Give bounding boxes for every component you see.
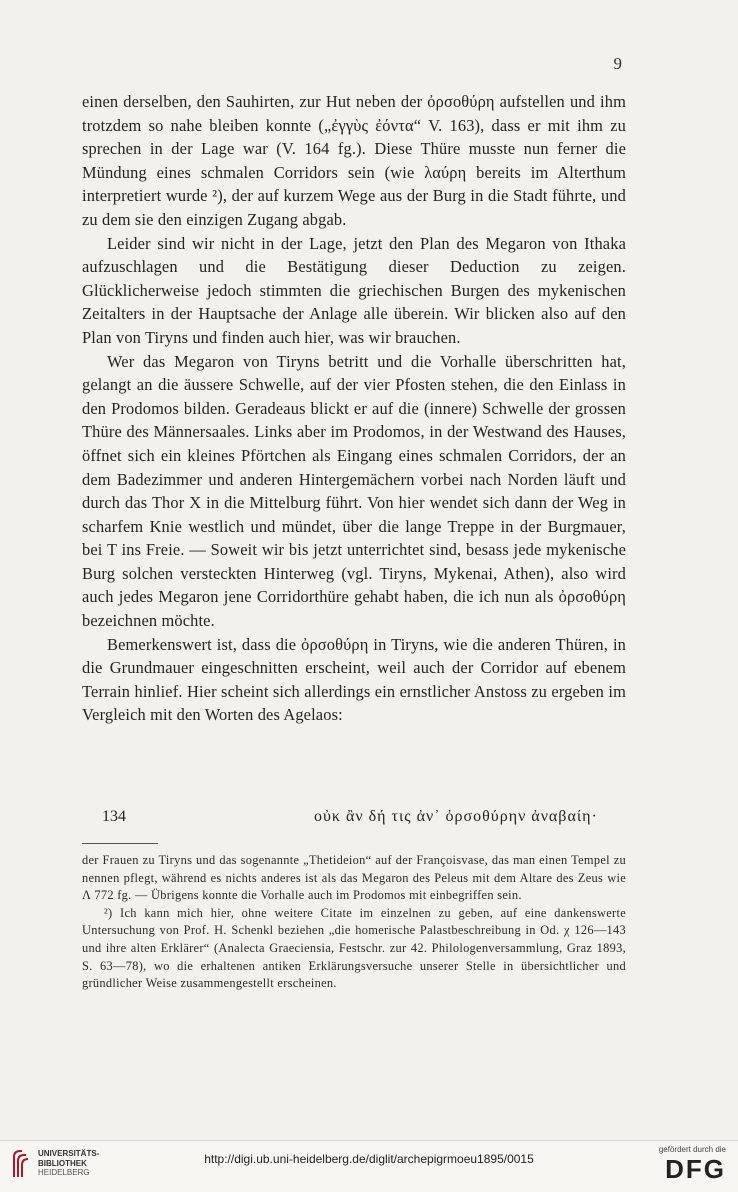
- library-line-3: HEIDELBERG: [38, 1168, 90, 1177]
- library-line-2: BIBLIOTHEK: [38, 1158, 87, 1168]
- main-text: [82, 90, 626, 727]
- paragraph-3: Wer das Megaron von Tiryns betritt und die Vorhalle überschritten hat, gelangt an die äussere Schwelle, auf der vier Pfosten stehen, die den Einlass in den Prodomos bilden. Geradeaus blickt er auf die (innere) Schwelle der grossen Thüre des Männersaales. Links aber im Prodomos, in der Westwand des Hauses, öffnet sich ein kleines Pförtchen als Eingang eines schmalen Corridors, der an dem Badezimmer und anderen Hintergemächern vorbei nach Norden läuft und durch das Thor X in die Mittelburg führt. Von hier wendet sich dann der Weg in scharfem Knie westlich und mündet, über die lange Treppe in der Burgmauer, bei T ins Freie. — Soweit wir bis jetzt unterrichtet sind, besass jede mykenische Burg solchen versteckten Hinterweg (vgl. Tiryns, Mykenai, Athen), also wird auch jedes Megaron jene Corridorthüre gehabt haben, die ich nun als ὀρσοθύρη bezeichnen möchte.: [82, 351, 626, 631]
- verse-text: οὐκ ἂν δή τις ἀν᾽ ὀρσοθύρην ἀναβαίη·: [314, 808, 598, 825]
- dfg-logo: DFG: [665, 1154, 726, 1184]
- footer-bar: [0, 1140, 738, 1192]
- footnote-continuation: der Frauen zu Tiryns und das sogenannte „Thetideion“ auf der Françoisvase, das man einen Tempel zu nennen pflegt, während es nichts anderes ist als das Megaron des Peleus mit dem Altare des Zeus wie Λ 772 fg. — Übrigens konnte die Vorhalle auch im Prodomos mit einbegriffen sein.: [82, 853, 626, 903]
- page-number: 9: [613, 54, 622, 73]
- library-line-1: UNIVERSITÄTS-: [38, 1149, 100, 1158]
- funded-by-label: gefördert durch die: [658, 1145, 726, 1154]
- funder-block: [630, 1145, 726, 1183]
- footnote-divider: [82, 843, 158, 844]
- footnote-2: ²) Ich kann mich hier, ohne weitere Citate im einzelnen zu geben, auf eine dankenswerte Untersuchung von Prof. H. Schenkl beziehen „die homerische Palastbeschreibung in Od. χ 126—143 und ihre alten Erklärer“ (Analecta Graeciensia, Festschr. zur 42. Philologenversammlung, Graz 1893, S. 63—78), wo die erhaltenen antiken Erklärungsversuche unserer Stelle in übersichtlicher und gründlicher Weise zusammengestellt erscheinen.: [82, 905, 626, 991]
- paragraph-2: Leider sind wir nicht in der Lage, jetzt den Plan des Megaron von Ithaka aufzuschlagen und die Bestätigung dieser Deduction zu zeigen. Glücklicherweise jedoch stimmten die griechischen Burgen des mykenischen Zeitalters in der Hauptsache der Anlage alle überein. Wir blicken also auf den Plan von Tiryns und finden auch hier, was wir brauchen.: [82, 233, 626, 347]
- permalink-url[interactable]: http://digi.ub.uni-heidelberg.de/diglit/archepigrmoeu1895/0015: [204, 1152, 534, 1166]
- verse-number: 134: [102, 808, 126, 825]
- footnotes: [82, 852, 626, 993]
- paragraph-4: Bemerkenswert ist, dass die ὀρσοθύρη in Tiryns, wie die anderen Thüren, in die Grundmauer eingeschnitten erscheint, weil auch der Corridor auf ebenem Terrain hinlief. Hier scheint sich allerdings ein ernstlicher Anstoss zu ergeben im Vergleich mit den Worten des Agelaos:: [82, 634, 626, 725]
- paragraph-1: einen derselben, den Sauhirten, zur Hut neben der ὀρσοθύρη aufstellen und ihm trotzdem so nahe bleiben konnte („ἐγγὺς ἐόντα“ V. 163), dass er mit ihm zu sprechen in der Lage war (V. 164 fg.). Diese Thüre musste nun ferner die Mündung eines schmalen Corridors sein (wie λαύρη bereits im Alterthum interpretiert wurde ²), der auf kurzem Wege aus der Burg in die Stadt führte, und zu dem sie den einzigen Zugang abgab.: [82, 92, 626, 229]
